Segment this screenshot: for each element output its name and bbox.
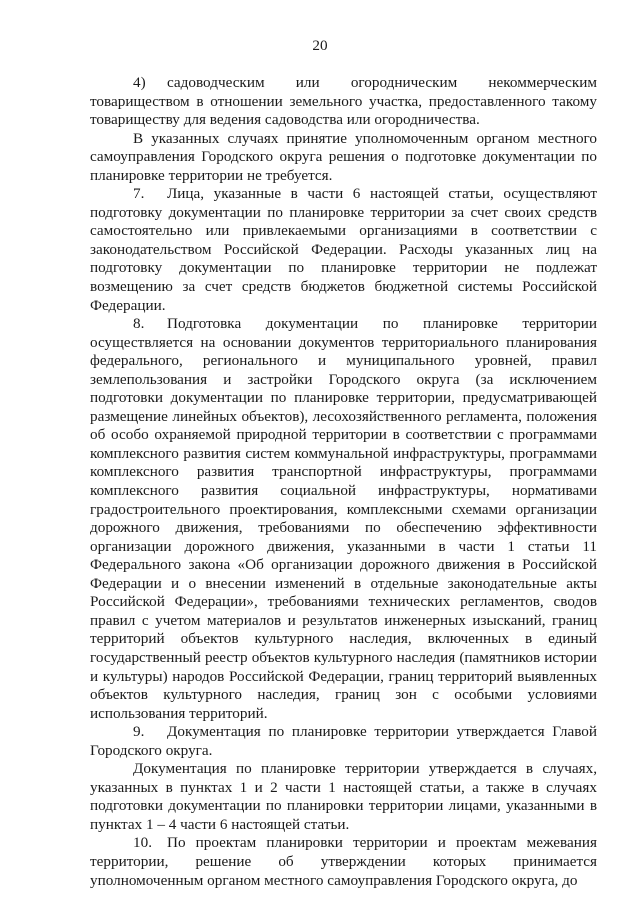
paragraph-approval-cases bbox=[90, 760, 597, 834]
paragraph-text: Подготовка документации по планировке территории осуществляется на основании документов территориального планирования федерального, регионального и муниципального уровней, правил землепользования и застройки Городского округа (за исключением подготовки документации по планировке территории, предусматривающей размещение линейных объектов), лесохозяйственного регламента, положения об особо охраняемой природной территории в соответствии с программами комплексного развития систем коммунальной инфраструктуры, программами комплексного развития транспортной инфраструктуры, программами комплексного развития социальной инфраструктуры, нормативами градостроительного проектирования, комплексными схемами организации дорожного движения, требованиями по обеспечению эффективности организации дорожного движения, указанными в части 1 статьи 11 Федерального закона «Об организации дорожного движения в Российской Федерации и о внесении изменений в отдельные законодательные акты Российской Федерации», требованиями технических регламентов, сводов правил с учетом материалов и результатов инженерных изысканий, границ территорий объектов культурного наследия, включенных в единый государственный реестр объектов культурного наследия (памятников истории и культуры) народов Российской Федерации, границ территорий выявленных объектов культурного наследия, границ зон с особыми условиями использования территорий. bbox=[90, 315, 597, 722]
paragraph-note bbox=[90, 130, 597, 186]
page-number: 20 bbox=[312, 37, 328, 54]
paragraph-10 bbox=[90, 834, 597, 890]
paragraph-text: Документация по планировке территории утверждается Главой Городского округа. bbox=[90, 723, 597, 759]
paragraph-number: 8. bbox=[133, 315, 145, 333]
paragraph-9 bbox=[90, 723, 597, 760]
paragraph-7 bbox=[90, 185, 597, 315]
paragraph-text: По проектам планировки территории и проектам межевания территории, решение об утверждении которых принимается уполномоченным органом местного самоуправления Городского округа, до bbox=[90, 834, 597, 889]
paragraph-8 bbox=[90, 315, 597, 723]
document-body bbox=[90, 74, 597, 890]
paragraph-text: садоводческим или огородническим некоммерческим товариществом в отношении земельного участка, предоставленного такому товариществу для ведения садоводства или огородничества. bbox=[90, 74, 597, 129]
paragraph-number: 9. bbox=[133, 723, 145, 741]
paragraph-item-4 bbox=[90, 74, 597, 130]
paragraph-number: 7. bbox=[133, 185, 145, 203]
paragraph-text: В указанных случаях принятие уполномоченным органом местного самоуправления Городского округа решения о подготовке документации по планировке территории не требуется. bbox=[90, 129, 597, 184]
paragraph-number: 10. bbox=[133, 834, 152, 852]
paragraph-number: 4) bbox=[133, 74, 146, 91]
paragraph-text: Документация по планировке территории утверждается в случаях, указанных в пунктах 1 и 2 части 1 настоящей статьи, а также в случаях подготовки документации по планировки территории лицами, указанными в пунктах 1 – 4 части 6 настоящей статьи. bbox=[90, 760, 597, 833]
paragraph-text: Лица, указанные в части 6 настоящей статьи, осуществляют подготовку документации по планировке территории за счет своих средств самостоятельно или привлекаемыми организациями в соответствии с законодательством Российской Федерации. Расходы указанных лиц на подготовку документации по планировке территории не подлежат возмещению за счет средств бюджетов бюджетной системы Российской Федерации. bbox=[90, 185, 597, 314]
